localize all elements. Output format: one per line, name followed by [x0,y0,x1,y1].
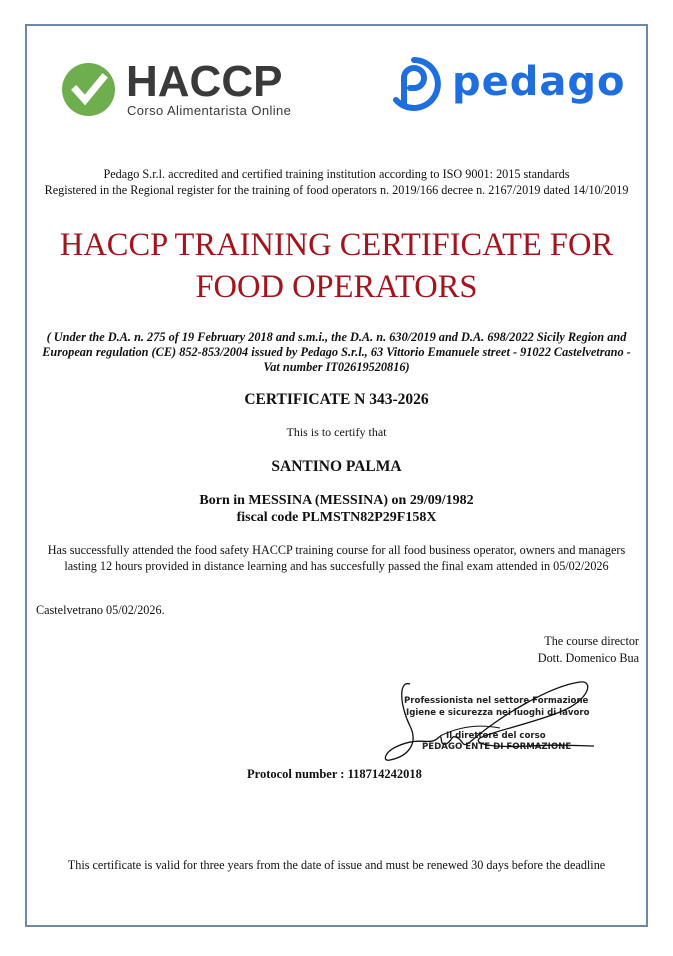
stamp-line-3: Il direttore del corso [446,731,546,741]
legal-reference [36,330,637,375]
haccp-logo-word: HACCP [126,57,283,106]
stamp-line-4: PEDAGO ENTE DI FORMAZIONE [422,742,572,752]
holder-name: SANTINO PALMA [271,458,402,475]
title-line-2: FOOD OPERATORS [195,269,478,305]
birth-info: Born in MESSINA (MESSINA) on 29/09/1982 [199,493,474,508]
stamp-line-1: Professionista nel settore Formazione [404,696,589,706]
course-attendance-text [36,542,637,574]
director-role: The course director [544,634,639,648]
stamp-line-2: Igiene e sicurezza nei luoghi di lavoro [406,708,590,718]
director-name: Dott. Domenico Bua [537,651,639,665]
accreditation-line-2: Registered in the Regional register for the training of food operators n. 2019/166 decree n. 2167/2019 dated 14/10/2019 [44,183,629,197]
certificate-number: CERTIFICATE N 343-2026 [244,391,429,408]
accreditation-text [30,166,643,198]
signature-stamp [380,676,610,768]
certificate-title [30,224,643,308]
haccp-logo [62,57,312,123]
course-director [538,633,639,667]
attendance-line-2: lasting 12 hours provided in distance learning and has succesfully passed the final exam attended in 05/02/2026 [64,559,609,573]
legal-reference-part-1: ( Under the D.A. n. 275 of 19 February 2018 and s.m.i., the D.A. [46,330,377,344]
legal-reference-part-2: n. 630/2019 and D.A. 698/2022 Sicily Region and European regulation (CE) 852-853/2004 issued by Pedago S.r.l., 63 Vittorio Emanuele street - 91022 Castelvetrano - Vat number IT02619520816) [42,330,631,374]
check-circle-icon [62,63,115,116]
signature-icon [380,676,610,768]
attendance-line-1: Has successfully attended the food safety HACCP training course for all food business operator, owners and managers [47,543,626,557]
fiscal-code: fiscal code PLMSTN82P29F158X [236,510,437,525]
holder-details [30,492,643,526]
validity-note: This certificate is valid for three years from the date of issue and must be renewed 30 days before the deadline [67,858,606,872]
haccp-logo-subtitle: Corso Alimentarista Online [127,103,292,118]
pedago-logo-word: pedago [452,59,626,105]
certify-text: This is to certify that [286,425,387,439]
accreditation-line-1: Pedago S.r.l. accredited and certified training institution according to ISO 9001: 2015 standards [103,167,570,181]
pedago-p-icon [386,56,442,112]
place-and-date: Castelvetrano 05/02/2026. [36,603,165,617]
pedago-logo [386,56,626,112]
protocol-number: Protocol number : 118714242018 [247,767,422,781]
title-line-1: HACCP TRAINING CERTIFICATE FOR [59,227,614,263]
